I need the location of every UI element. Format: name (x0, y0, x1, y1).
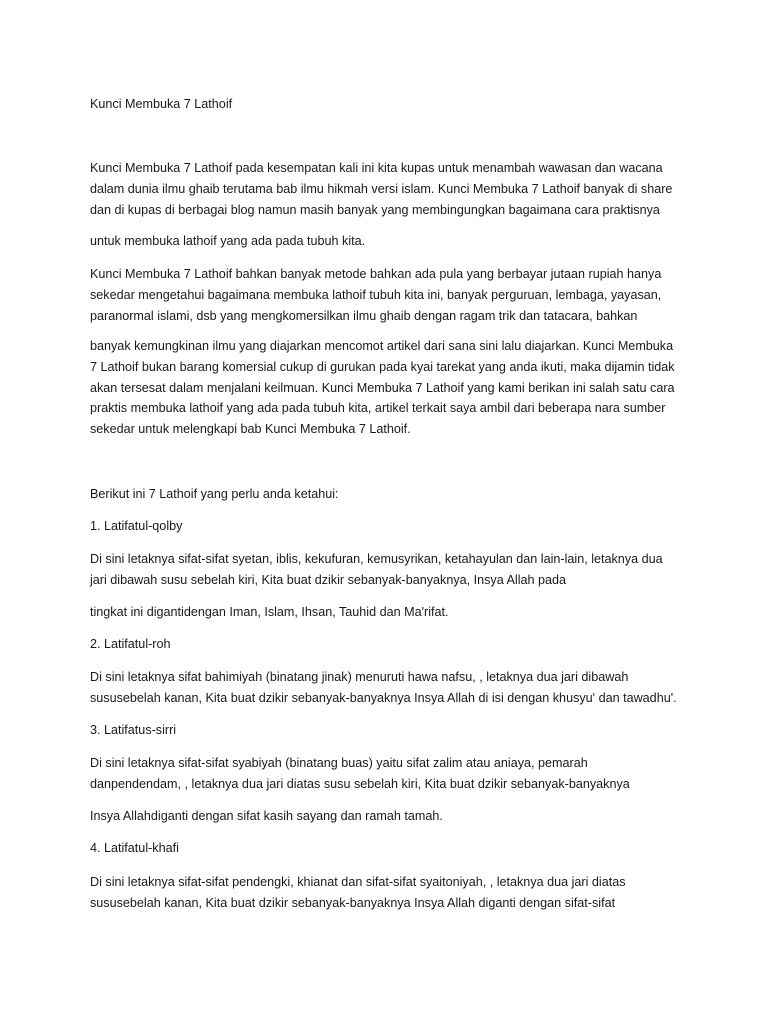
intro-paragraph (90, 158, 690, 220)
intro-line-2: dalam dunia ilmu ghaib terutama bab ilmu hikmah versi islam. Kunci Membuka 7 Lathoif banyak di share (90, 181, 673, 196)
section-1-continuation: tingkat ini digantidengan Iman, Islam, Ihsan, Tauhid dan Ma'rifat. (90, 605, 449, 619)
section-4-heading: 4. Latifatul-khafi (90, 841, 179, 855)
paragraph-3-line-2: 7 Lathoif bukan barang komersial cukup di gurukan pada kyai tarekat yang anda ikuti, maka dijamin tidak (90, 359, 675, 374)
paragraph-2-line-1: Kunci Membuka 7 Lathoif bahkan banyak metode bahkan ada pula yang berbayar jutaan rupiah hanya (90, 267, 662, 281)
section-3-continuation: Insya Allahdiganti dengan sifat kasih sayang dan ramah tamah. (90, 809, 443, 823)
paragraph-2-line-2: sekedar mengetahui bagaimana membuka lathoif tubuh kita ini, banyak perguruan, lembaga, yayasan, (90, 287, 662, 302)
section-1-heading: 1. Latifatul-qolby (90, 519, 183, 533)
paragraph-3-line-3: akan tersesat dalam menjalani keilmuan. Kunci Membuka 7 Lathoif yang kami berikan ini salah satu cara (90, 380, 675, 395)
section-4-body (90, 872, 690, 914)
paragraph-3-line-1: banyak kemungkinan ilmu yang diajarkan mencomot artikel dari sana sini lalu diajarkan. Kunci Membuka (90, 339, 674, 353)
intro-line-3: dan di kupas di berbagai blog namun masih banyak yang membingungkan bagaimana cara praktisnya (90, 202, 660, 217)
paragraph-2 (90, 264, 690, 326)
list-intro: Berikut ini 7 Lathoif yang perlu anda ketahui: (90, 487, 339, 501)
section-2-heading: 2. Latifatul-roh (90, 637, 171, 651)
section-2-body (90, 667, 690, 709)
section-2-line-1: Di sini letaknya sifat bahimiyah (binatang jinak) menuruti hawa nafsu, , letaknya dua jari dibawah (90, 670, 629, 684)
section-3-line-1: Di sini letaknya sifat-sifat syabiyah (binatang buas) yaitu sifat zalim atau aniaya, pemarah (90, 756, 588, 770)
section-3-body (90, 753, 690, 795)
section-3-heading: 3. Latifatus-sirri (90, 723, 177, 737)
paragraph-3-line-4: praktis membuka lathoif yang ada pada tubuh kita, artikel terkait saya ambil dari beberapa nara sumber (90, 401, 666, 416)
intro-continuation: untuk membuka lathoif yang ada pada tubuh kita. (90, 234, 366, 248)
section-3-line-2: danpendendam, , letaknya dua jari diatas susu sebelah kiri, Kita buat dzikir sebanyak-banyaknya (90, 776, 630, 791)
section-1-body (90, 549, 690, 591)
section-2-line-2: sususebelah kanan, Kita buat dzikir sebanyak-banyaknya Insya Allah di isi dengan khusyu' dan tawadhu'. (90, 690, 677, 705)
section-4-line-2: sususebelah kanan, Kita buat dzikir sebanyak-banyaknya Insya Allah diganti dengan sifat-sifat (90, 895, 616, 910)
section-1-line-1: Di sini letaknya sifat-sifat syetan, iblis, kekufuran, kemusyrikan, ketahayulan dan lain-lain, letaknya dua (90, 552, 663, 566)
section-4-line-1: Di sini letaknya sifat-sifat pendengki, khianat dan sifat-sifat syaitoniyah, , letaknya dua jari diatas (90, 875, 626, 889)
paragraph-3-line-5: sekedar untuk melengkapi bab Kunci Membuka 7 Lathoif. (90, 422, 411, 437)
paragraph-2-line-3: paranormal islami, dsb yang mengkomersilkan ilmu ghaib dengan ragam trik dan tatacara, bahkan (90, 308, 638, 323)
section-1-line-2: jari dibawah susu sebelah kiri, Kita buat dzikir sebanyak-banyaknya, Insya Allah pada (90, 572, 567, 587)
intro-line-1: Kunci Membuka 7 Lathoif pada kesempatan kali ini kita kupas untuk menambah wawasan dan wacana (90, 161, 663, 175)
document-title: Kunci Membuka 7 Lathoif (90, 97, 233, 111)
paragraph-3 (90, 336, 690, 440)
